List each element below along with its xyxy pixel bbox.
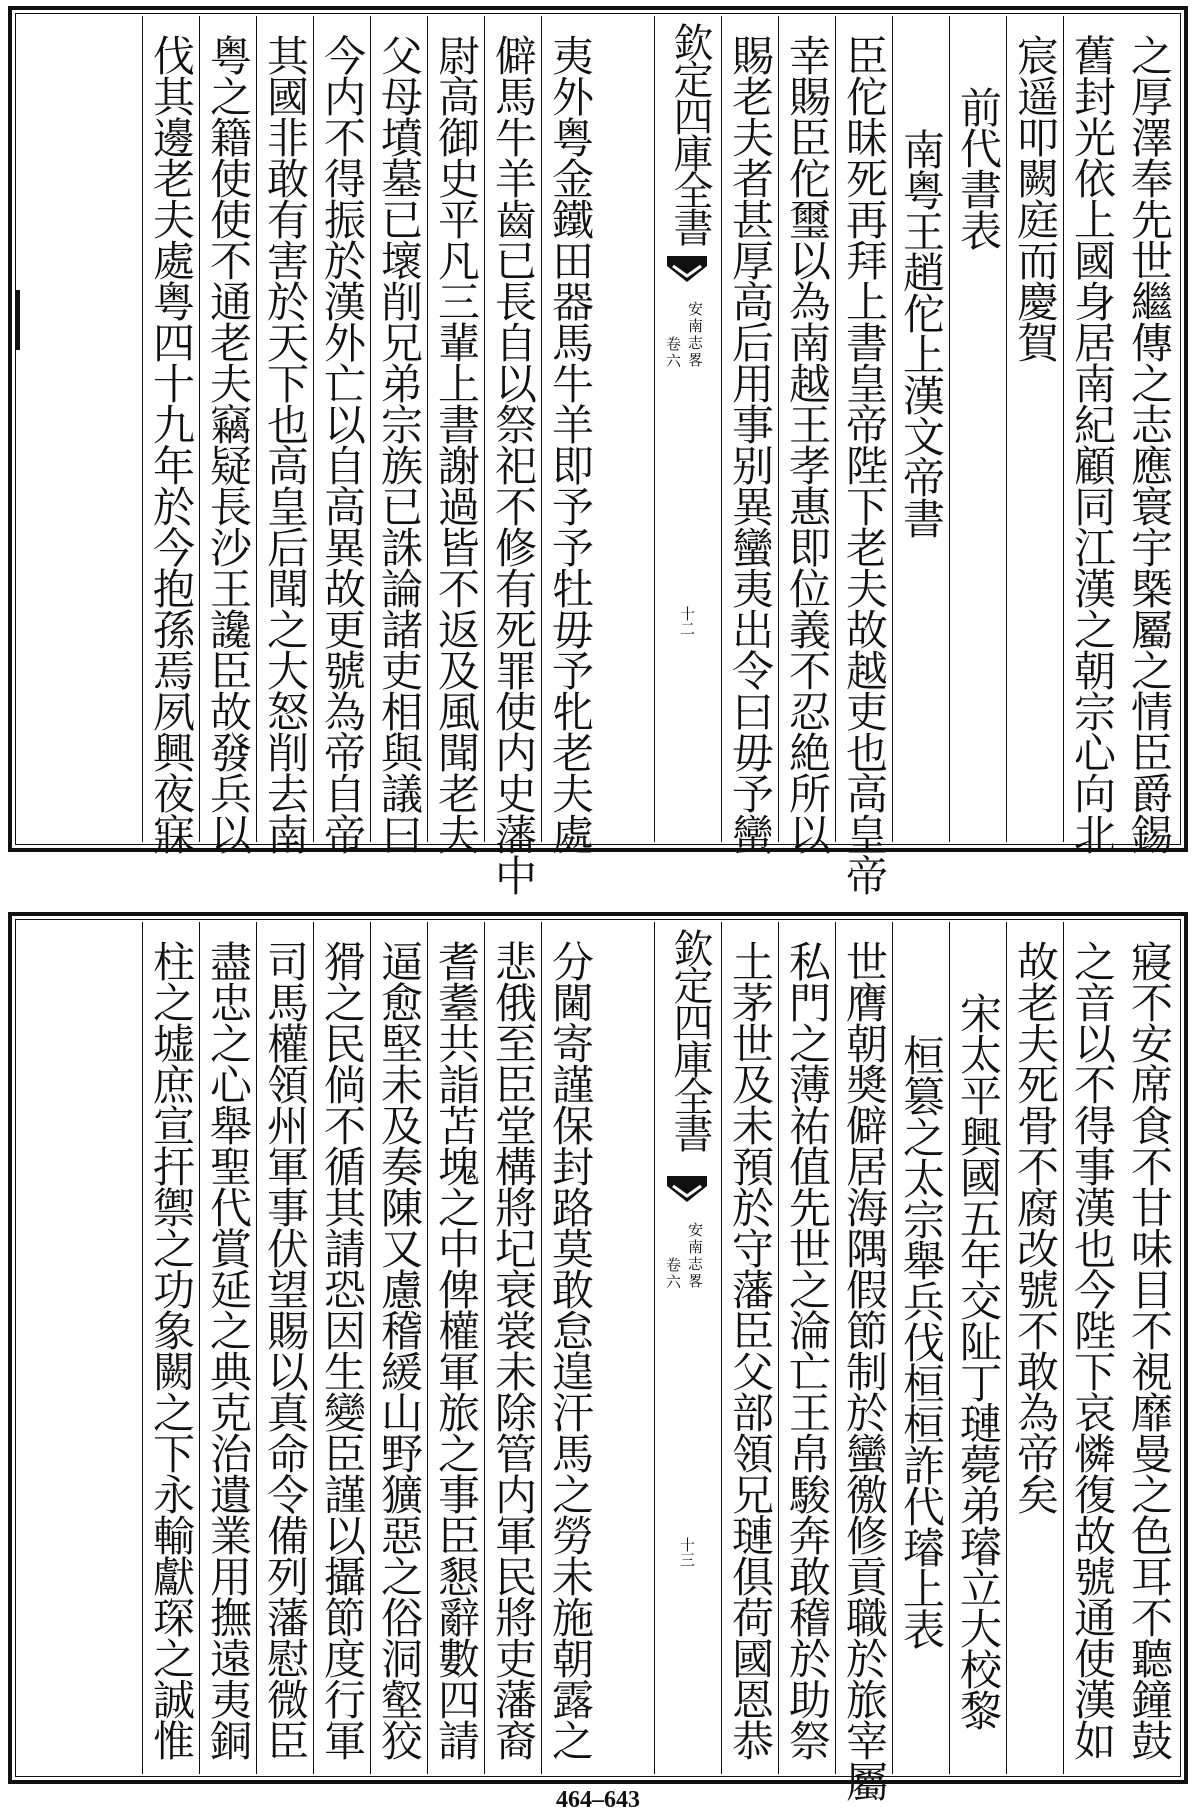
text-column <box>541 922 599 1774</box>
column-text: 耆耋共詣苫塊之中俾權軍旅之事臣懇辭數四請 <box>432 940 481 1760</box>
text-column <box>142 922 200 1774</box>
column-text: 寢不安席食不甘味目不視靡曼之色耳不聽鐘鼓 <box>1125 940 1174 1760</box>
text-column <box>721 16 779 854</box>
column-text: 粤之籍使使不通老夫竊疑長沙王讒臣故發兵以 <box>204 34 253 854</box>
book-title: 安南志畧 <box>686 301 704 369</box>
text-column <box>142 16 200 854</box>
text-column <box>778 922 836 1774</box>
column-text: 舊封光依上國身居南紀顧同江漢之朝宗心向北 <box>1068 34 1117 854</box>
center-fold-column <box>654 16 722 842</box>
text-column <box>1006 16 1064 842</box>
top-page-columns <box>18 16 1178 895</box>
text-column <box>313 922 371 1774</box>
folio-number: 十三 <box>678 1537 696 1567</box>
column-text: 逼愈堅未及奏陳又慮稽緩山野獷惡之俗洞壑狡 <box>375 940 424 1760</box>
column-text: 私門之薄祐值先世之淪亡王帛駿奔敢稽於助祭 <box>783 940 832 1760</box>
volume-label: 卷六 <box>664 1257 682 1291</box>
column-text: 土茅世及未預於守藩臣父部領兄璉俱荷國恩恭 <box>726 940 775 1760</box>
column-text: 柱之墟庶宣扞禦之功象闕之下永輸獻琛之誠惟 <box>147 940 196 1760</box>
column-text: 之音以不得事漢也今陛下哀憐復故號通使漢如 <box>1068 940 1117 1760</box>
text-column <box>1063 16 1121 854</box>
column-text: 故老夫死骨不腐改號不敢為帝矣 <box>1011 940 1060 1514</box>
fish-tail-mark-icon <box>665 252 709 288</box>
text-column <box>199 16 257 854</box>
volume-label: 卷六 <box>664 336 682 370</box>
column-text: 尉高御史平凡三輩上書謝過皆不返及風聞老夫 <box>432 34 481 854</box>
text-column <box>1063 922 1121 1774</box>
text-column <box>484 922 542 1774</box>
text-column <box>541 16 599 854</box>
column-text: 其國非敢有害於天下也高皇后聞之大怒削去南 <box>261 34 310 854</box>
collection-title: 欽定四庫全書 <box>667 928 713 1150</box>
text-column <box>835 922 893 1801</box>
text-column <box>949 16 1007 842</box>
column-text: 臣佗昧死再拜上書皇帝陛下老夫故越吏也高皇帝 <box>840 34 889 895</box>
center-fold-column <box>654 922 722 1774</box>
text-column <box>427 16 485 854</box>
column-text: 伐其邊老夫處粤四十九年於今抱孫焉夙興夜寐 <box>147 34 196 854</box>
column-text: 分閫寄謹保封路莫敢怠遑汗馬之勞未施朝露之 <box>546 940 595 1760</box>
text-column <box>835 16 893 895</box>
text-column <box>778 16 836 854</box>
fish-tail-mark-icon <box>665 1172 709 1208</box>
document-title: 南粤王趙佗上漢文帝書 <box>897 128 946 538</box>
column-text: 猾之民倘不循其請恐因生變臣謹以攝節度行軍 <box>318 940 367 1760</box>
page-number: 464–643 <box>556 1787 640 1813</box>
text-column <box>427 922 485 1774</box>
text-column <box>1121 922 1178 1774</box>
text-column <box>256 16 314 854</box>
book-title: 安南志畧 <box>686 1222 704 1290</box>
collection-title: 欽定四庫全書 <box>667 22 713 244</box>
document-title: 桓篡之太宗舉兵伐桓桓詐代璿上表 <box>897 1034 946 1649</box>
text-column <box>1121 16 1178 854</box>
text-column <box>484 16 542 895</box>
folio-number: 十二 <box>678 606 696 636</box>
text-column <box>199 922 257 1774</box>
text-column <box>370 16 428 854</box>
column-text: 僻馬牛羊齒已長自以祭祀不修有死罪使内史藩中 <box>489 34 538 895</box>
text-column <box>370 922 428 1774</box>
text-column <box>721 922 779 1774</box>
section-heading: 宋太平興國五年交阯丁璉薨弟璿立大校黎 <box>954 992 1003 1730</box>
text-column <box>892 16 950 842</box>
text-column <box>1006 922 1064 1774</box>
column-text: 世膺朝奬僻居海隅假節制於蠻徼修貢職於旅宰屬 <box>840 940 889 1801</box>
column-text: 今内不得振於漢外亡以自高異故更號為帝自帝 <box>318 34 367 854</box>
text-column <box>313 16 371 854</box>
column-text: 盡忠之心舉聖代賞延之典克治遺業用撫遠夷銅 <box>204 940 253 1760</box>
column-text: 悲俄至臣堂構將圮衰裳未除管内軍民將吏藩裔 <box>489 940 538 1760</box>
top-page <box>8 6 1188 895</box>
text-column <box>949 922 1007 1774</box>
column-text: 宸遥叩闕庭而慶賀 <box>1011 34 1060 362</box>
column-text: 之厚澤奉先世繼傳之志應寰宇槩屬之情臣爵錫 <box>1125 34 1174 854</box>
column-text: 賜老夫者甚厚高后用事别異蠻夷出令曰毋予蠻 <box>726 34 775 854</box>
column-text: 夷外粤金鐵田器馬牛羊即予予牡毋予牝老夫處 <box>546 34 595 854</box>
column-text: 父母墳墓已壞削兄弟宗族已誅論諸吏相與議曰 <box>375 34 424 854</box>
text-column <box>256 922 314 1774</box>
column-text: 司馬權領州軍事伏望賜以真命令備列藩慰微臣 <box>261 940 310 1760</box>
column-text: 幸賜臣佗璽以為南越王孝惠即位義不忍絶所以 <box>783 34 832 854</box>
text-column <box>892 922 950 1774</box>
section-heading: 前代書表 <box>954 86 1003 250</box>
